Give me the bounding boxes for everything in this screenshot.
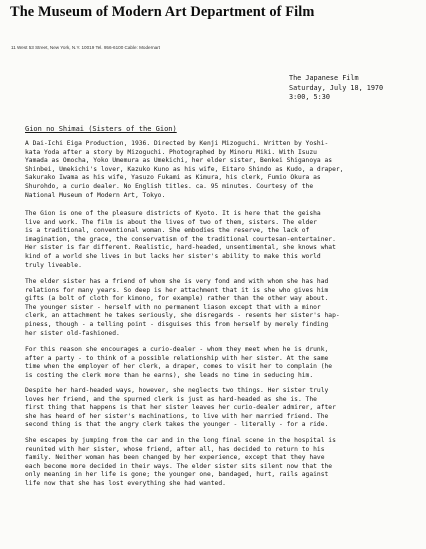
- film-title: Gion no Shimai (Sisters of the Gion): [25, 125, 177, 133]
- text-line: family. Neither woman has been changed by her experience, except that they have: [25, 454, 325, 462]
- museum-letterhead-title: The Museum of Modern Art Department of Film: [10, 4, 315, 20]
- text-line: Sakurako Iwama as his wife, Yasuzo Fukami as Kimura, his clerk, Fumio Okura as: [25, 174, 321, 182]
- text-line: kata Yoda after a story by Mizoguchi. Photographed by Minoru Miki. With Isuzu: [25, 148, 317, 156]
- text-line: piness, though - a telling point - disguises this from herself by merely finding: [25, 320, 329, 328]
- text-line: The Gion is one of the pleasure districts of Kyoto. It is here that the geisha: [25, 210, 321, 217]
- text-line: second thing is that the angry clerk takes the younger - literally - for a ride.: [25, 421, 329, 429]
- text-line: For this reason she encourages a curio-dealer - whom they meet when he is drunk,: [25, 346, 329, 353]
- screening-info: [289, 74, 383, 103]
- text-line: Shurohdo, a curio dealer. No English titles. ca. 95 minutes. Courtesy of the: [25, 182, 314, 190]
- synopsis-paragraph: [25, 278, 410, 338]
- text-line: imagination, the grace, the conservatism of the traditional courtesan-entertainer.: [25, 235, 336, 243]
- series-name: The Japanese Film: [289, 74, 359, 82]
- text-line: Shinbei, Umekichi's lover, Kazuko Kuno as his wife, Eitaro Shindo as Kudo, a draper,: [25, 165, 344, 173]
- text-line: is a traditional, conventional woman. She embodies the reserve, the lack of: [25, 227, 310, 235]
- text-line: her sister old-fashioned.: [25, 329, 120, 337]
- text-line: she has heard of her sister's machinations, to live with her married friend. The: [25, 412, 329, 420]
- text-line: relations for many years. So deep is her attachment that it is she who gives him: [25, 286, 329, 294]
- screening-date: Saturday, July 18, 1970: [289, 83, 384, 92]
- synopsis-paragraph: [25, 210, 410, 270]
- synopsis-paragraph: [25, 437, 410, 489]
- text-line: National Museum of Modern Art, Tokyo.: [25, 191, 166, 199]
- synopsis-paragraph: [25, 387, 410, 430]
- text-line: Her sister is far different. Realistic, hard-headed, unsentimental, she knows what: [25, 244, 336, 252]
- text-line: clerk, an attachment he takes seriously, she disregards - resents her sister's hap-: [25, 312, 340, 320]
- text-line: Despite her hard-headed ways, however, she neglects two things. Her sister truly: [25, 387, 329, 394]
- text-line: live and work. The film is about the lives of two of them, sisters. The elder: [25, 218, 317, 226]
- text-line: Yamada as Omocha, Yoko Umemura as Umekichi, her elder sister, Benkei Shiganoya as: [25, 157, 333, 165]
- text-line: after a party - to think of a possible relationship with her sister. At the same: [25, 354, 329, 362]
- text-line: loves her friend, and the spurned clerk is just as hard-headed as she is. The: [25, 395, 317, 403]
- screening-times: 3:00, 5:30: [289, 93, 330, 102]
- text-line: reunited with her sister, whose friend, after all, has decided to return to his: [25, 445, 325, 453]
- text-line: each become more decided in their ways. The elder sister sits silent now that the: [25, 462, 333, 470]
- text-line: The younger sister - herself with no permanent liason except that with a minor: [25, 303, 321, 311]
- text-line: A Dai-Ichi Eiga Production, 1936. Directed by Kenji Mizoguchi. Written by Yoshi-: [25, 140, 329, 147]
- museum-address-line: 11 West 53 Street, New York, N.Y. 10019 Tel. 956-6100 Cable: Modernart: [11, 45, 161, 50]
- text-line: She escapes by jumping from the car and in the long final scene in the hospital is: [25, 437, 336, 444]
- text-line: kind of a world she lives in but lacks her sister's ability to make this world: [25, 252, 321, 260]
- text-line: is costing the clerk more than he earns), she leads no time in seducing him.: [25, 371, 314, 379]
- text-line: truly liveable.: [25, 261, 82, 269]
- text-line: time when the employer of her clerk, a draper, comes to visit her to complain (he: [25, 363, 333, 371]
- text-line: gifts (a bolt of cloth for kimono, for example) rather than the other way about.: [25, 295, 329, 303]
- synopsis-paragraph: [25, 346, 410, 380]
- credits-paragraph: [25, 140, 410, 200]
- text-line: first thing that happens is that her sister leaves her curio-dealer admirer, after: [25, 404, 336, 412]
- text-line: The elder sister has a friend of whom she is very fond and with whom she has had: [25, 278, 329, 285]
- text-line: only meaning in her life is gone; the younger one, bandaged, hurt, rails against: [25, 471, 329, 479]
- text-line: life now that she has lost everything she had wanted.: [25, 479, 226, 487]
